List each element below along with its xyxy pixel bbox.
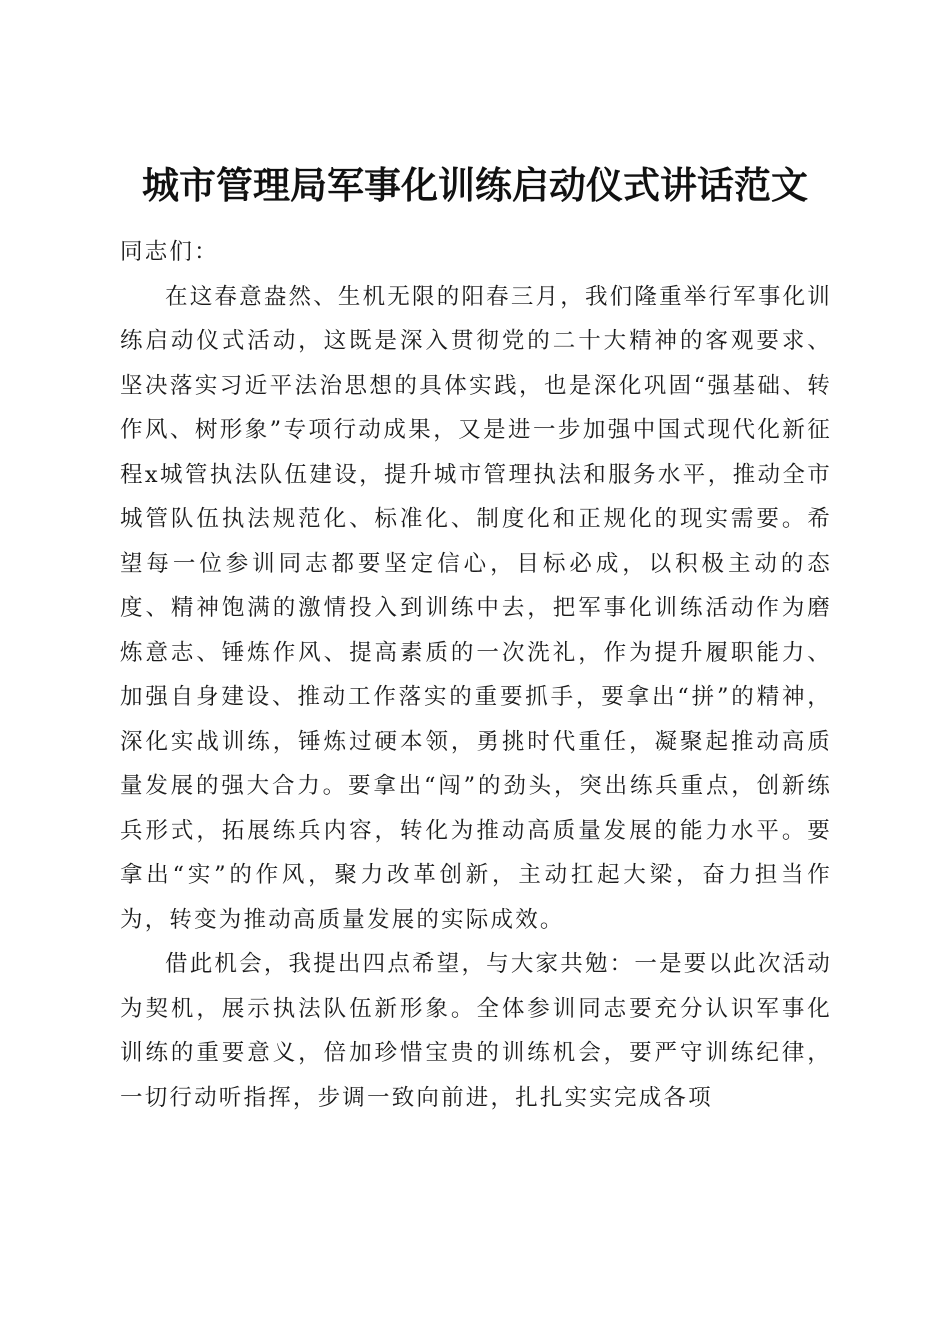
salutation: 同志们： bbox=[120, 239, 219, 265]
body-paragraph: 借此机会，我提出四点希望，与大家共勉：一是要以此次活动为契机，展示执法队伍新形象。全体参训同志要充分认识军事化训练的重要意义，倍加珍惜宝贵的训练机会，要严守训练纪律，一切行动听指挥，步调一致向前进，扎扎实实完成各项 bbox=[120, 951, 832, 1111]
document-title: 城市管理局军事化训练启动仪式讲话范文 bbox=[142, 162, 808, 207]
document-body bbox=[120, 230, 832, 1120]
body-paragraph: 在这春意盎然、生机无限的阳春三月，我们隆重举行军事化训练启动仪式活动，这既是深入贯彻党的二十大精神的客观要求、坚决落实习近平法治思想的具体实践，也是深化巩固“强基础、转作风、树形象”专项行动成果，又是进一步加强中国式现代化新征程x城管执法队伍建设，提升城市管理执法和服务水平，推动全市城管队伍执法规范化、标准化、制度化和正规化的现实需要。希望每一位参训同志都要坚定信心，目标必成，以积极主动的态度、精神饱满的激情投入到训练中去，把军事化训练活动作为磨炼意志、锤炼作风、提高素质的一次洗礼，作为提升履职能力、加强自身建设、推动工作落实的重要抓手，要拿出“拼”的精神，深化实战训练，锤炼过硬本领，勇挑时代重任，凝聚起推动高质量发展的强大合力。要拿出“闯”的劲头，突出练兵重点，创新练兵形式，拓展练兵内容，转化为推动高质量发展的能力水平。要拿出“实”的作风，聚力改革创新，主动扛起大梁，奋力担当作为，转变为推动高质量发展的实际成效。 bbox=[120, 283, 832, 933]
